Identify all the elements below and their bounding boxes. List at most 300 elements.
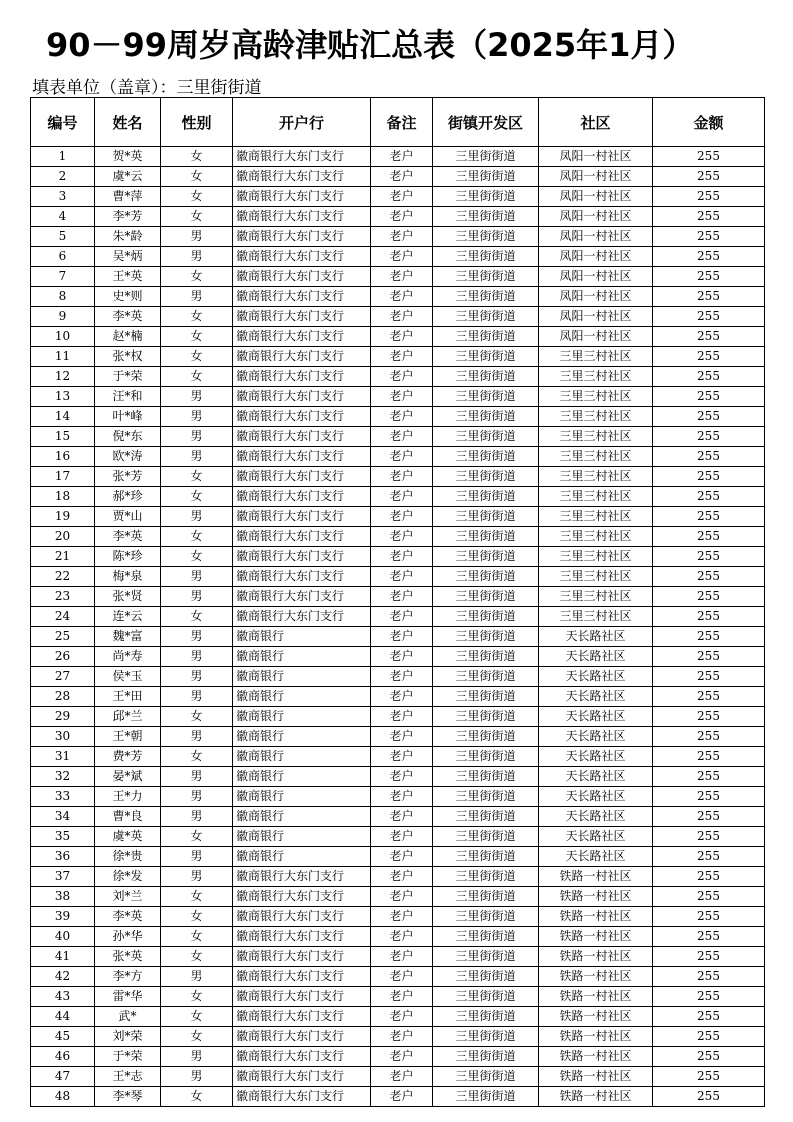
cell-remark: 老户 [371,347,433,367]
cell-name: 王*志 [95,1067,161,1087]
cell-amount: 255 [653,167,765,187]
table-row [31,587,765,607]
cell-bank: 徽商银行 [233,767,371,787]
header-bank: 开户行 [233,98,371,147]
cell-street: 三里街街道 [433,987,539,1007]
cell-street: 三里街街道 [433,947,539,967]
cell-remark: 老户 [371,647,433,667]
cell-bank: 徽商银行大东门支行 [233,867,371,887]
header-name: 姓名 [95,98,161,147]
cell-number: 10 [31,327,95,347]
cell-street: 三里街街道 [433,407,539,427]
cell-bank: 徽商银行大东门支行 [233,307,371,327]
cell-amount: 255 [653,887,765,907]
cell-community: 三里三村社区 [539,567,653,587]
table-row [31,207,765,227]
cell-bank: 徽商银行大东门支行 [233,387,371,407]
header-street: 街镇开发区 [433,98,539,147]
cell-gender: 女 [161,147,233,167]
cell-gender: 女 [161,167,233,187]
cell-amount: 255 [653,147,765,167]
cell-community: 天长路社区 [539,767,653,787]
cell-amount: 255 [653,527,765,547]
table-row [31,467,765,487]
cell-remark: 老户 [371,807,433,827]
cell-name: 朱*龄 [95,227,161,247]
table-row [31,287,765,307]
cell-street: 三里街街道 [433,1027,539,1047]
cell-community: 天长路社区 [539,747,653,767]
cell-gender: 男 [161,787,233,807]
cell-gender: 男 [161,767,233,787]
cell-number: 35 [31,827,95,847]
cell-remark: 老户 [371,827,433,847]
cell-bank: 徽商银行大东门支行 [233,327,371,347]
cell-bank: 徽商银行大东门支行 [233,167,371,187]
cell-street: 三里街街道 [433,427,539,447]
table-row [31,1027,765,1047]
cell-number: 6 [31,247,95,267]
cell-amount: 255 [653,187,765,207]
cell-street: 三里街街道 [433,767,539,787]
cell-number: 44 [31,1007,95,1027]
cell-remark: 老户 [371,667,433,687]
cell-amount: 255 [653,407,765,427]
table-row [31,267,765,287]
cell-street: 三里街街道 [433,627,539,647]
cell-gender: 男 [161,807,233,827]
cell-number: 43 [31,987,95,1007]
cell-community: 凤阳一村社区 [539,307,653,327]
cell-number: 32 [31,767,95,787]
table-row [31,787,765,807]
table-row [31,227,765,247]
cell-community: 铁路一村社区 [539,1087,653,1107]
cell-name: 贺*英 [95,147,161,167]
cell-community: 天长路社区 [539,707,653,727]
table-row [31,887,765,907]
cell-gender: 女 [161,367,233,387]
cell-street: 三里街街道 [433,667,539,687]
cell-name: 郝*珍 [95,487,161,507]
cell-remark: 老户 [371,487,433,507]
table-row [31,447,765,467]
cell-bank: 徽商银行大东门支行 [233,407,371,427]
cell-name: 连*云 [95,607,161,627]
table-row [31,247,765,267]
cell-street: 三里街街道 [433,507,539,527]
cell-community: 凤阳一村社区 [539,227,653,247]
cell-remark: 老户 [371,447,433,467]
cell-number: 26 [31,647,95,667]
cell-name: 曹*萍 [95,187,161,207]
cell-amount: 255 [653,627,765,647]
table-row [31,567,765,587]
cell-bank: 徽商银行大东门支行 [233,607,371,627]
cell-street: 三里街街道 [433,187,539,207]
cell-community: 三里三村社区 [539,527,653,547]
cell-name: 李*英 [95,307,161,327]
cell-bank: 徽商银行大东门支行 [233,467,371,487]
cell-community: 三里三村社区 [539,387,653,407]
table-row [31,167,765,187]
cell-name: 倪*东 [95,427,161,447]
cell-name: 侯*玉 [95,667,161,687]
cell-number: 24 [31,607,95,627]
cell-remark: 老户 [371,187,433,207]
cell-gender: 女 [161,527,233,547]
cell-bank: 徽商银行大东门支行 [233,247,371,267]
table-body [31,147,765,1107]
cell-community: 天长路社区 [539,627,653,647]
cell-remark: 老户 [371,227,433,247]
cell-bank: 徽商银行大东门支行 [233,1027,371,1047]
cell-amount: 255 [653,1087,765,1107]
cell-community: 天长路社区 [539,847,653,867]
cell-gender: 男 [161,287,233,307]
table-row [31,947,765,967]
cell-number: 46 [31,1047,95,1067]
cell-remark: 老户 [371,1027,433,1047]
table-header-row [31,98,765,147]
cell-name: 赵*楠 [95,327,161,347]
cell-street: 三里街街道 [433,1087,539,1107]
cell-street: 三里街街道 [433,387,539,407]
cell-gender: 男 [161,447,233,467]
table-row [31,507,765,527]
cell-bank: 徽商银行大东门支行 [233,547,371,567]
cell-community: 铁路一村社区 [539,927,653,947]
cell-remark: 老户 [371,887,433,907]
header-remark: 备注 [371,98,433,147]
cell-community: 铁路一村社区 [539,1027,653,1047]
cell-amount: 255 [653,247,765,267]
cell-community: 凤阳一村社区 [539,327,653,347]
cell-street: 三里街街道 [433,847,539,867]
table-row [31,487,765,507]
cell-community: 三里三村社区 [539,347,653,367]
cell-name: 徐*发 [95,867,161,887]
cell-street: 三里街街道 [433,907,539,927]
cell-amount: 255 [653,707,765,727]
cell-amount: 255 [653,947,765,967]
cell-street: 三里街街道 [433,687,539,707]
cell-amount: 255 [653,427,765,447]
cell-bank: 徽商银行大东门支行 [233,527,371,547]
cell-name: 李*方 [95,967,161,987]
table-row [31,627,765,647]
cell-amount: 255 [653,327,765,347]
cell-remark: 老户 [371,327,433,347]
cell-name: 刘*荣 [95,1027,161,1047]
cell-community: 天长路社区 [539,807,653,827]
cell-bank: 徽商银行大东门支行 [233,447,371,467]
cell-number: 11 [31,347,95,367]
cell-bank: 徽商银行 [233,667,371,687]
cell-bank: 徽商银行 [233,807,371,827]
cell-name: 吴*炳 [95,247,161,267]
cell-gender: 女 [161,267,233,287]
cell-amount: 255 [653,787,765,807]
cell-number: 7 [31,267,95,287]
cell-gender: 男 [161,687,233,707]
cell-gender: 女 [161,1027,233,1047]
cell-name: 李*琴 [95,1087,161,1107]
cell-bank: 徽商银行大东门支行 [233,347,371,367]
cell-bank: 徽商银行大东门支行 [233,427,371,447]
cell-bank: 徽商银行大东门支行 [233,907,371,927]
cell-name: 于*荣 [95,367,161,387]
cell-street: 三里街街道 [433,307,539,327]
cell-remark: 老户 [371,587,433,607]
cell-community: 铁路一村社区 [539,887,653,907]
cell-name: 梅*泉 [95,567,161,587]
cell-amount: 255 [653,647,765,667]
cell-name: 王*田 [95,687,161,707]
cell-community: 铁路一村社区 [539,987,653,1007]
cell-remark: 老户 [371,547,433,567]
cell-community: 凤阳一村社区 [539,187,653,207]
cell-remark: 老户 [371,1047,433,1067]
cell-name: 张*英 [95,947,161,967]
cell-street: 三里街街道 [433,587,539,607]
cell-number: 37 [31,867,95,887]
cell-remark: 老户 [371,147,433,167]
cell-remark: 老户 [371,207,433,227]
table-row [31,527,765,547]
cell-gender: 男 [161,227,233,247]
table-row [31,607,765,627]
cell-amount: 255 [653,847,765,867]
cell-community: 天长路社区 [539,787,653,807]
cell-amount: 255 [653,307,765,327]
cell-remark: 老户 [371,307,433,327]
table-row [31,847,765,867]
cell-gender: 男 [161,667,233,687]
cell-remark: 老户 [371,467,433,487]
cell-community: 凤阳一村社区 [539,147,653,167]
cell-amount: 255 [653,207,765,227]
cell-name: 曹*良 [95,807,161,827]
cell-remark: 老户 [371,927,433,947]
cell-community: 三里三村社区 [539,547,653,567]
cell-number: 41 [31,947,95,967]
cell-number: 18 [31,487,95,507]
cell-remark: 老户 [371,947,433,967]
cell-name: 欧*涛 [95,447,161,467]
cell-street: 三里街街道 [433,887,539,907]
cell-gender: 女 [161,1087,233,1107]
cell-number: 40 [31,927,95,947]
cell-number: 42 [31,967,95,987]
cell-name: 魏*富 [95,627,161,647]
cell-street: 三里街街道 [433,447,539,467]
cell-remark: 老户 [371,427,433,447]
table-row [31,807,765,827]
cell-bank: 徽商银行大东门支行 [233,987,371,1007]
cell-street: 三里街街道 [433,867,539,887]
cell-bank: 徽商银行 [233,847,371,867]
cell-gender: 女 [161,987,233,1007]
cell-gender: 女 [161,207,233,227]
cell-amount: 255 [653,487,765,507]
cell-bank: 徽商银行大东门支行 [233,1067,371,1087]
cell-name: 王*力 [95,787,161,807]
cell-remark: 老户 [371,1067,433,1087]
table-row [31,147,765,167]
cell-bank: 徽商银行 [233,827,371,847]
cell-number: 9 [31,307,95,327]
cell-amount: 255 [653,867,765,887]
cell-community: 凤阳一村社区 [539,247,653,267]
cell-amount: 255 [653,1007,765,1027]
cell-street: 三里街街道 [433,167,539,187]
table-row [31,187,765,207]
header-community: 社区 [539,98,653,147]
cell-street: 三里街街道 [433,207,539,227]
table-row [31,767,765,787]
cell-amount: 255 [653,347,765,367]
cell-bank: 徽商银行大东门支行 [233,147,371,167]
table-row [31,347,765,367]
table-row [31,1007,765,1027]
cell-community: 铁路一村社区 [539,967,653,987]
cell-remark: 老户 [371,567,433,587]
cell-gender: 男 [161,847,233,867]
allowance-table [30,97,765,1107]
cell-gender: 女 [161,187,233,207]
cell-remark: 老户 [371,407,433,427]
cell-amount: 255 [653,1027,765,1047]
cell-street: 三里街街道 [433,727,539,747]
cell-street: 三里街街道 [433,147,539,167]
cell-street: 三里街街道 [433,647,539,667]
cell-amount: 255 [653,667,765,687]
cell-street: 三里街街道 [433,787,539,807]
cell-remark: 老户 [371,747,433,767]
cell-community: 铁路一村社区 [539,1047,653,1067]
cell-number: 21 [31,547,95,567]
cell-remark: 老户 [371,1087,433,1107]
cell-name: 武* [95,1007,161,1027]
cell-street: 三里街街道 [433,567,539,587]
cell-name: 贾*山 [95,507,161,527]
cell-gender: 女 [161,607,233,627]
cell-community: 三里三村社区 [539,467,653,487]
cell-street: 三里街街道 [433,707,539,727]
cell-remark: 老户 [371,287,433,307]
table-row [31,1067,765,1087]
cell-gender: 男 [161,1067,233,1087]
header-gender: 性别 [161,98,233,147]
cell-remark: 老户 [371,507,433,527]
cell-name: 叶*峰 [95,407,161,427]
cell-remark: 老户 [371,627,433,647]
cell-community: 铁路一村社区 [539,947,653,967]
cell-name: 尚*寿 [95,647,161,667]
cell-name: 汪*和 [95,387,161,407]
cell-amount: 255 [653,267,765,287]
table-row [31,407,765,427]
cell-name: 张*贤 [95,587,161,607]
cell-name: 史*则 [95,287,161,307]
cell-street: 三里街街道 [433,927,539,947]
cell-amount: 255 [653,567,765,587]
cell-name: 虞*云 [95,167,161,187]
cell-amount: 255 [653,987,765,1007]
cell-amount: 255 [653,727,765,747]
cell-community: 天长路社区 [539,727,653,747]
cell-gender: 女 [161,907,233,927]
cell-number: 36 [31,847,95,867]
cell-bank: 徽商银行 [233,747,371,767]
cell-community: 天长路社区 [539,687,653,707]
table-row [31,867,765,887]
cell-amount: 255 [653,687,765,707]
table-row [31,967,765,987]
cell-name: 王*英 [95,267,161,287]
cell-community: 凤阳一村社区 [539,167,653,187]
table-row [31,307,765,327]
cell-remark: 老户 [371,167,433,187]
cell-gender: 男 [161,387,233,407]
cell-community: 凤阳一村社区 [539,287,653,307]
cell-remark: 老户 [371,967,433,987]
cell-street: 三里街街道 [433,1007,539,1027]
cell-remark: 老户 [371,847,433,867]
cell-street: 三里街街道 [433,527,539,547]
cell-bank: 徽商银行 [233,727,371,747]
cell-street: 三里街街道 [433,367,539,387]
cell-amount: 255 [653,387,765,407]
cell-amount: 255 [653,907,765,927]
cell-number: 16 [31,447,95,467]
cell-remark: 老户 [371,987,433,1007]
cell-name: 张*芳 [95,467,161,487]
table-row [31,667,765,687]
table-row [31,427,765,447]
cell-gender: 女 [161,467,233,487]
table-row [31,1047,765,1067]
cell-name: 李*英 [95,907,161,927]
cell-bank: 徽商银行大东门支行 [233,1087,371,1107]
cell-remark: 老户 [371,527,433,547]
cell-number: 15 [31,427,95,447]
cell-bank: 徽商银行大东门支行 [233,1007,371,1027]
cell-remark: 老户 [371,727,433,747]
cell-number: 22 [31,567,95,587]
cell-name: 李*芳 [95,207,161,227]
cell-gender: 女 [161,707,233,727]
cell-gender: 男 [161,567,233,587]
cell-remark: 老户 [371,267,433,287]
cell-number: 5 [31,227,95,247]
cell-community: 凤阳一村社区 [539,267,653,287]
cell-gender: 男 [161,247,233,267]
cell-community: 天长路社区 [539,667,653,687]
cell-street: 三里街街道 [433,607,539,627]
cell-gender: 男 [161,967,233,987]
cell-community: 三里三村社区 [539,407,653,427]
header-amount: 金额 [653,98,765,147]
cell-gender: 女 [161,887,233,907]
cell-community: 铁路一村社区 [539,1067,653,1087]
table-row [31,647,765,667]
cell-bank: 徽商银行大东门支行 [233,267,371,287]
cell-bank: 徽商银行大东门支行 [233,227,371,247]
cell-street: 三里街街道 [433,467,539,487]
cell-bank: 徽商银行大东门支行 [233,1047,371,1067]
